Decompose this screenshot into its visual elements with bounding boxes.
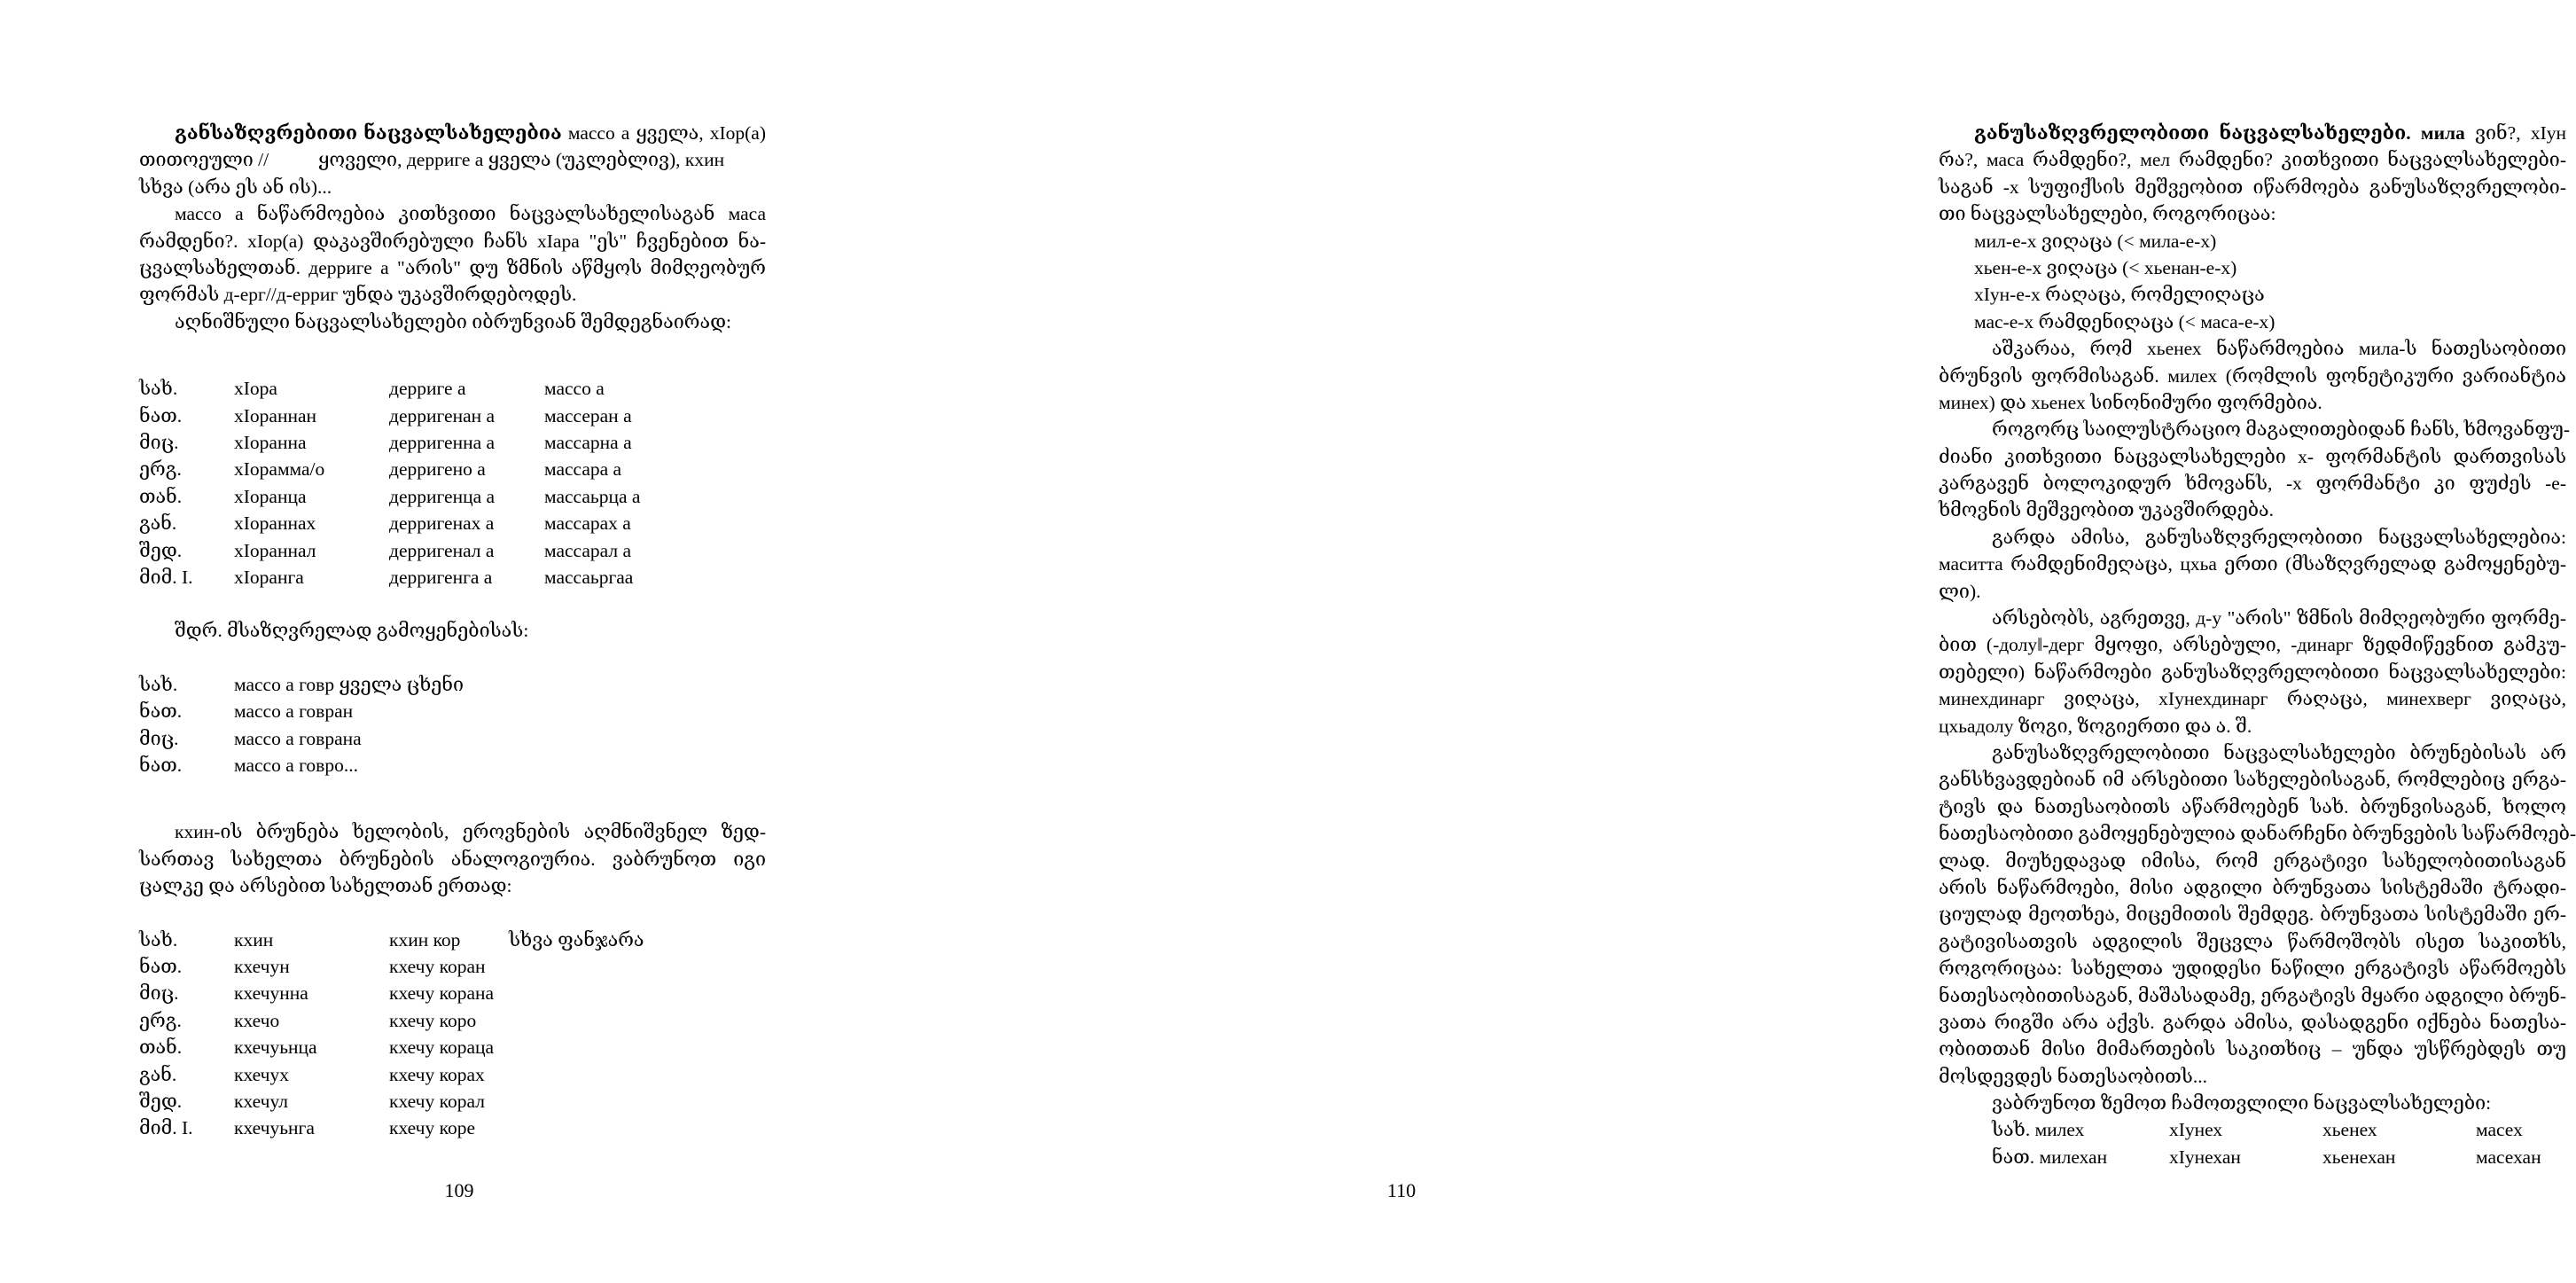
case-label: ნათ. [139,955,183,977]
declension-table-4 [1939,1116,2541,1170]
table-cell: кхечунна [234,982,308,1005]
table-cell: кхин [234,928,274,951]
table-cell: кхечу корана [389,982,495,1005]
table-cell: кхечул [234,1091,289,1112]
case-label: გან. [139,1063,177,1085]
table-cell: массо а [544,378,605,400]
table-cell: სხვა ფანჯარა [509,928,644,951]
right-para1-line1 [1939,120,2566,146]
table-row [139,927,644,953]
left-para4-line: кхин-ის ბრუნება ხელობის, ეროვნების აღმნიშვნელ ზედ- [175,821,766,843]
table-cell: массо а говран [234,700,354,723]
case-label: ერგ. [139,1009,182,1031]
example-line: мас-е-х რამდენიღაცა (< маса-е-х) [1974,310,2275,332]
table-cell: хIунех [2169,1119,2223,1141]
right-para4-line: გარდა ამისა, განუსაზღვრელობითი ნაცვალსახელებია: [1992,526,2566,548]
case-label: მიმ. I. [139,566,193,588]
case-label: თან. [139,485,183,507]
example-line: мил-е-х ვიღაცა (< мила-е-х) [1974,230,2217,252]
table-row [139,483,640,510]
table-cell: кхечун [234,955,290,977]
case-label: ერგ. [139,458,182,481]
right-para1-line: თი ნაცვალსახელები, როგორიცაა: [1939,203,2276,225]
table-cell: массаьргаа [544,566,634,588]
right-para5-line: თებელი) ნაწარმოები განუსაზღვრელობითი ნაცვალსახელები: [1939,661,2566,683]
case-label: თან. [139,1037,183,1059]
right-para6-line: ვათა რიგში არა აქვს. გარდა ამისა, დასადგენი იქნება ნათესა- [1939,1011,2566,1033]
case-label: მიმ. I. [139,1117,193,1139]
declension-table-2 [139,671,464,779]
table-cell: хIоранца [234,485,307,507]
table-row [139,403,640,429]
table-cell: кхечу коран [389,955,486,977]
example-line: хIун-е-х რაღაცა, რომელიღაცა [1974,284,2265,306]
table-cell: масех [2476,1119,2523,1141]
table-cell: дерригенна а [389,431,496,453]
right-para6-line: განსხვავდებიან იმ არსებითი სახელებისაგან, რომლებიც ერგა- [1939,769,2566,791]
right-para6-line: არის ნაწარმოები, მისი ადგილი ბრუნვათა სისტემაში ტრადი- [1939,876,2566,898]
case-label: ნათ. [139,754,183,776]
table-cell: хIунехан [2169,1146,2241,1168]
case-label: მიც. [139,727,179,749]
case-label: მიც. [139,982,179,1005]
table-row [139,725,464,752]
left-para3: აღნიშნული ნაცვალსახელები იბრუნვიან შემდეგნაირად: [175,310,732,332]
case-label: შედ. [139,539,183,561]
table-row [139,564,640,591]
table-cell: дерригенал а [389,539,495,561]
case-label: გან. [139,512,177,535]
table-cell: кхечу корал [389,1091,485,1112]
right-para5-line: ბით (-долу‖-дерг მყოფი, არსებული, -динарг ზედმიწევნით გამკუ- [1939,634,2566,656]
table-row [1939,1144,2541,1170]
left-para1-line3: სხვა (არა ეს ან ის)... [139,176,332,198]
table-cell: кхин кор [389,928,461,951]
table-row [1939,1116,2541,1143]
right-para5-line: цхьадолу ზოგი, ზოგიერთი და ა. შ. [1939,715,2252,737]
case-label: სახ. [139,378,178,400]
right-para6-line: ნათესაობითისაგან, მაშასადამე, ერგატივს მყარი ადგილი ბრუნ- [1939,984,2566,1006]
table-cell: кхечуьнга [234,1117,315,1139]
right-para6-line: როგორიცაა: სახელთა უდიდესი ნაწილი ერგატივს აწარმოებს [1939,958,2566,980]
case-label: სახ. [139,673,178,695]
left-para2-line: массо а ნაწარმოებია კითხვითი ნაცვალსახელისაგან маса [175,203,766,225]
right-para5-line: არსებობს, აგრეთვე, д-у "არის" ზმნის მიმღეობური ფორმე- [1992,607,2566,630]
table-row [139,953,644,980]
table-cell: массарна а [544,431,632,453]
left-note: შდრ. მსაზღვრელად გამოყენებისას: [175,620,529,642]
right-para6-line: გატივისათვის ადგილის შეცვლა წარმოშობს ისეთ საკითხს, [1939,930,2566,952]
right-para6-line: ლად. მიუხედავად იმისა, რომ ერგატივი სახელობითისაგან [1939,849,2566,872]
left-para1-term: განსაზღვრებითი ნაცვალსახელებია [175,122,562,144]
example-line: хьен-е-х ვიღაცა (< хьенан-е-х) [1974,256,2237,278]
left-para1-line2 [139,146,766,173]
table-cell: ნათ. милехан [1992,1146,2108,1168]
right-para3-line: კარგავენ ბოლოკიდურ ხმოვანს, -х ფორმანტი კი ფუძეს -е- [1939,473,2566,495]
left-para4-line: სართავ სახელთა ბრუნების ანალოგიურია. ვაბრუნოთ იგი [139,848,766,870]
table-cell: хIоранна [234,431,307,453]
right-para1-term: განუსაზღვრელობითი ნაცვალსახელები. мила [1974,122,2465,144]
table-cell: дерригено а [389,458,486,481]
table-cell: хьенехан [2322,1146,2396,1168]
left-para2-line: რამდენი?. хIор(а) დაკავშირებული ჩანს хIара "ეს" ჩვენებით ნა- [139,230,766,252]
declension-table-3 [139,927,644,1142]
table-row [139,1034,644,1060]
declension-table-1 [139,375,640,591]
page-number: 109 [444,1179,474,1201]
right-para3-line: როგორც საილუსტრაციო მაგალითებიდან ჩანს, ხმოვანფუ- [1992,419,2571,441]
left-para1-line2-a: თითოეული // [139,149,269,171]
right-para3-line: ხმოვნის მეშვეობით უკავშირდება. [1939,499,2275,521]
table-cell: массо а говро... [234,754,358,776]
right-para5-line: минехдинарг ვიღაცა, хIунехдинарг რაღაცა, минехверг ვიღაცა, [1939,688,2566,710]
table-row [139,375,640,402]
case-label: სახ. [139,928,178,951]
table-cell: массара а [544,458,622,481]
right-para6-line: ტივს და ნათესაობითს აწარმოებენ სახ. ბრუნვისაგან, ხოლო [1939,795,2566,818]
table-cell: массеран а [544,404,632,426]
table-cell: массаьрца а [544,485,641,507]
table-cell: хIорамма/о [234,458,325,481]
table-row [139,980,644,1006]
right-para3-line: ძიანი კითხვითი ნაცვალსახელები х- ფორმანტის დართვისას [1939,445,2566,467]
table-cell: სახ. милех [1992,1119,2085,1141]
right-para6-line: მოსდევდეს ნათესაობითს... [1939,1065,2207,1087]
left-para1-line1 [139,120,766,146]
table-cell: дерригенца а [389,485,496,507]
table-cell: кхечу коро [389,1009,477,1031]
table-row [139,1061,644,1088]
right-page [908,0,2576,1283]
table-row [139,429,640,456]
right-para4-line: ლი). [1939,580,1981,602]
left-para1-line1-rest: массо а ყველა, хIор(а) [561,122,766,144]
right-para7: ვაბრუნოთ ზემოთ ჩამოთვლილი ნაცვალსახელები: [1992,1092,2492,1115]
table-row [139,537,640,564]
right-para1-line: რა?, маса რამდენი?, мел რამდენი? კითხვითი ნაცვალსახელები- [1939,149,2566,171]
table-cell: хIораннан [234,404,317,426]
table-row [139,698,464,724]
table-cell: дерригенан а [389,404,496,426]
right-para6-line: ობითთან მისი მიმართების საკითხიც – უნდა უსწრებდეს თუ [1939,1038,2566,1060]
case-label: ნათ. [139,700,183,723]
right-para6-line: ციულად მეოთხეა, მიცემითის შემდეგ. ბრუნვათა სისტემაში ერ- [1939,904,2566,926]
right-para1-line1-rest: ვინ?, хIун [2464,122,2566,144]
left-para1-line2-b: ყოველი, дерриге а ყველა (უკლებლივ), кхин [318,149,725,171]
table-cell: дерригенах а [389,512,495,535]
left-para4-line: ცალკე და არსებით სახელთან ერთად: [139,875,512,897]
right-para6-line: განუსაზღვრელობითი ნაცვალსახელები ბრუნებისას არ [1992,741,2566,763]
table-cell: массо а говрана [234,727,362,749]
left-page-text [139,120,766,1142]
right-para6-line: ნათესაობითი გამოყენებულია დანარჩენი ბრუნვების საწარმოებ- [1939,823,2576,845]
table-cell: массарал а [544,539,632,561]
right-para2-line: აშკარაა, რომ хьенех ნაწარმოებია мила-ს ნათესაობითი [1992,338,2566,360]
table-cell: массо а говр ყველა ცხენი [234,673,464,695]
case-label: ნათ. [139,404,183,426]
right-para2-line: минех) და хьенех სინონიმური ფორმებია. [1939,391,2322,413]
table-cell: кхечух [234,1063,289,1085]
table-row [139,1115,644,1141]
page-number: 110 [1386,1179,1417,1201]
table-cell: дерригенга а [389,566,493,588]
right-para2-line: ბრუნვის ფორმისაგან. милех (რომლის ფონეტიკური ვარიანტია [1939,364,2566,387]
right-page-text [1939,120,2576,1170]
table-row [139,456,640,482]
table-row [139,1088,644,1115]
table-row [139,510,640,536]
table-cell: кхечуьнца [234,1037,317,1059]
table-cell: масехан [2476,1146,2541,1168]
case-label: მიც. [139,431,179,453]
table-row [139,1007,644,1034]
table-cell: кхечу коре [389,1117,476,1139]
table-cell: хьенех [2322,1119,2377,1141]
table-cell: кхечо [234,1009,280,1031]
right-para1-line: საგან -х სუფიქსის მეშვეობით იწარმოება განუსაზღვრელობი- [1939,176,2566,198]
left-para2-line: ფორმას д-ерг//д-ерриг უნდა უკავშირდებოდეს. [139,284,577,306]
table-cell: хIора [234,378,277,400]
left-page [0,0,908,1283]
table-cell: кхечу кораца [389,1037,495,1059]
table-cell: массарах а [544,512,631,535]
table-row [139,671,464,698]
table-cell: хIораннах [234,512,316,535]
left-para2-line: ცვალსახელთან. дерриге а "არის" დუ ზმნის აწმყოს მიმღეობურ [139,256,766,278]
right-para4-line: маситта რამდენიმეღაცა, цхьа ერთი (მსაზღვრელად გამოყენებუ- [1939,553,2566,575]
table-cell: хIораннал [234,539,316,561]
table-row [139,752,464,778]
table-cell: кхечу корах [389,1063,485,1085]
table-cell: хIоранга [234,566,304,588]
case-label: შედ. [139,1091,183,1112]
table-cell: дерриге а [389,378,466,400]
